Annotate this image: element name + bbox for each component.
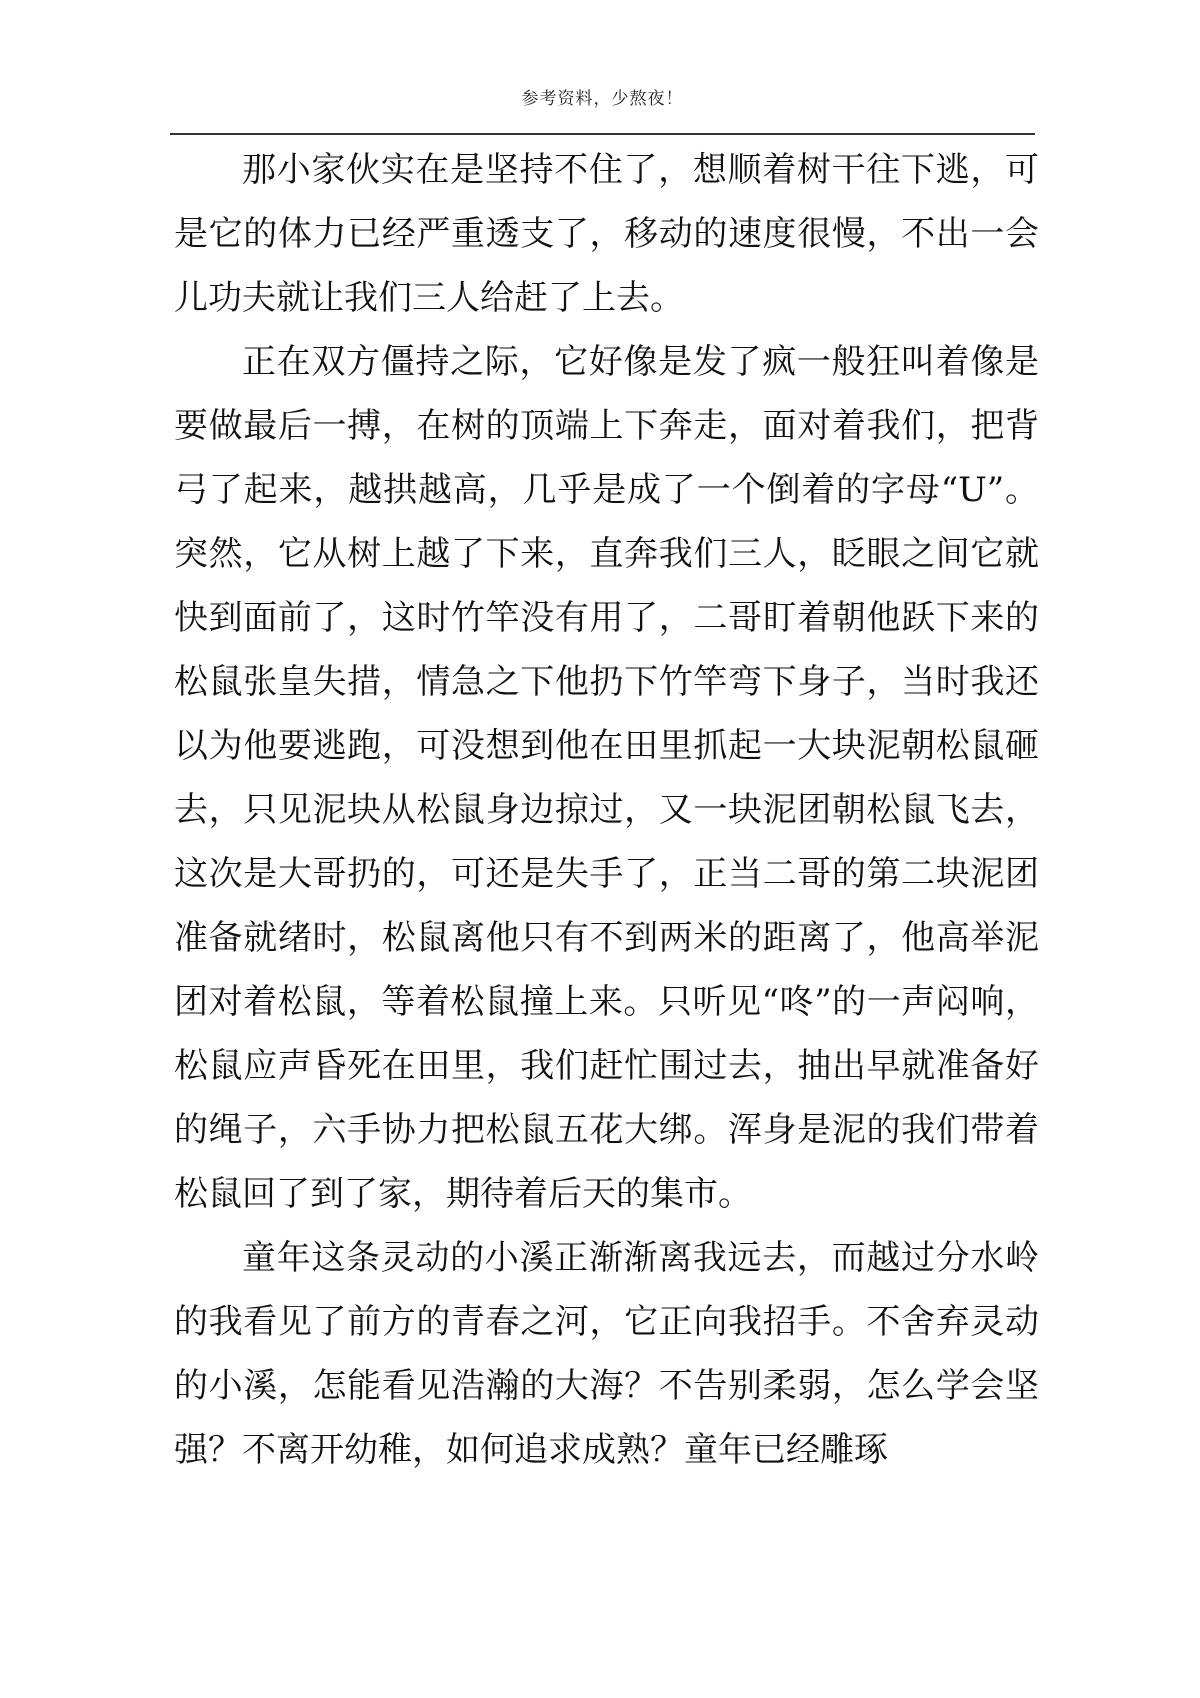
paragraph-1: 那小家伙实在是坚持不住了，想顺着树干往下逃，可是它的体力已经严重透支了，移动的速度很慢，不出一会儿功夫就让我们三人给赶了上去。 — [174, 150, 1039, 318]
paragraph-3: 童年这条灵动的小溪正渐渐离我远去，而越过分水岭的我看见了前方的青春之河，它正向我招手。不舍弃灵动的小溪，怎能看见浩瀚的大海？不告别柔弱，怎么学会坚强？不离开幼稚，如何追求成熟？童年已经雕琢 — [174, 1238, 1039, 1470]
header-divider — [170, 133, 1035, 135]
paragraph-2: 正在双方僵持之际，它好像是发了疯一般狂叫着像是要做最后一搏，在树的顶端上下奔走，面对着我们，把背弓了起来，越拱越高，几乎是成了一个倒着的字母“U”。突然，它从树上越了下来，直奔我们三人，眨眼之间它就快到面前了，这时竹竿没有用了，二哥盯着朝他跃下来的松鼠张皇失措，情急之下他扔下竹竿弯下身子，当时我还以为他要逃跑，可没想到他在田里抓起一大块泥朝松鼠砸去，只见泥块从松鼠身边掠过，又一块泥团朝松鼠飞去，这次是大哥扔的，可还是失手了，正当二哥的第二块泥团准备就绪时，松鼠离他只有不到两米的距离了，他高举泥团对着松鼠，等着松鼠撞上来。只听见“咚”的一声闷响，松鼠应声昏死在田里，我们赶忙围过去，抽出早就准备好的绳子，六手协力把松鼠五花大绑。浑身是泥的我们带着松鼠回了到了家，期待着后天的集市。 — [174, 342, 1039, 1214]
page-header: 参考资料，少熬夜！ — [521, 89, 684, 109]
document-body — [174, 138, 1039, 1482]
